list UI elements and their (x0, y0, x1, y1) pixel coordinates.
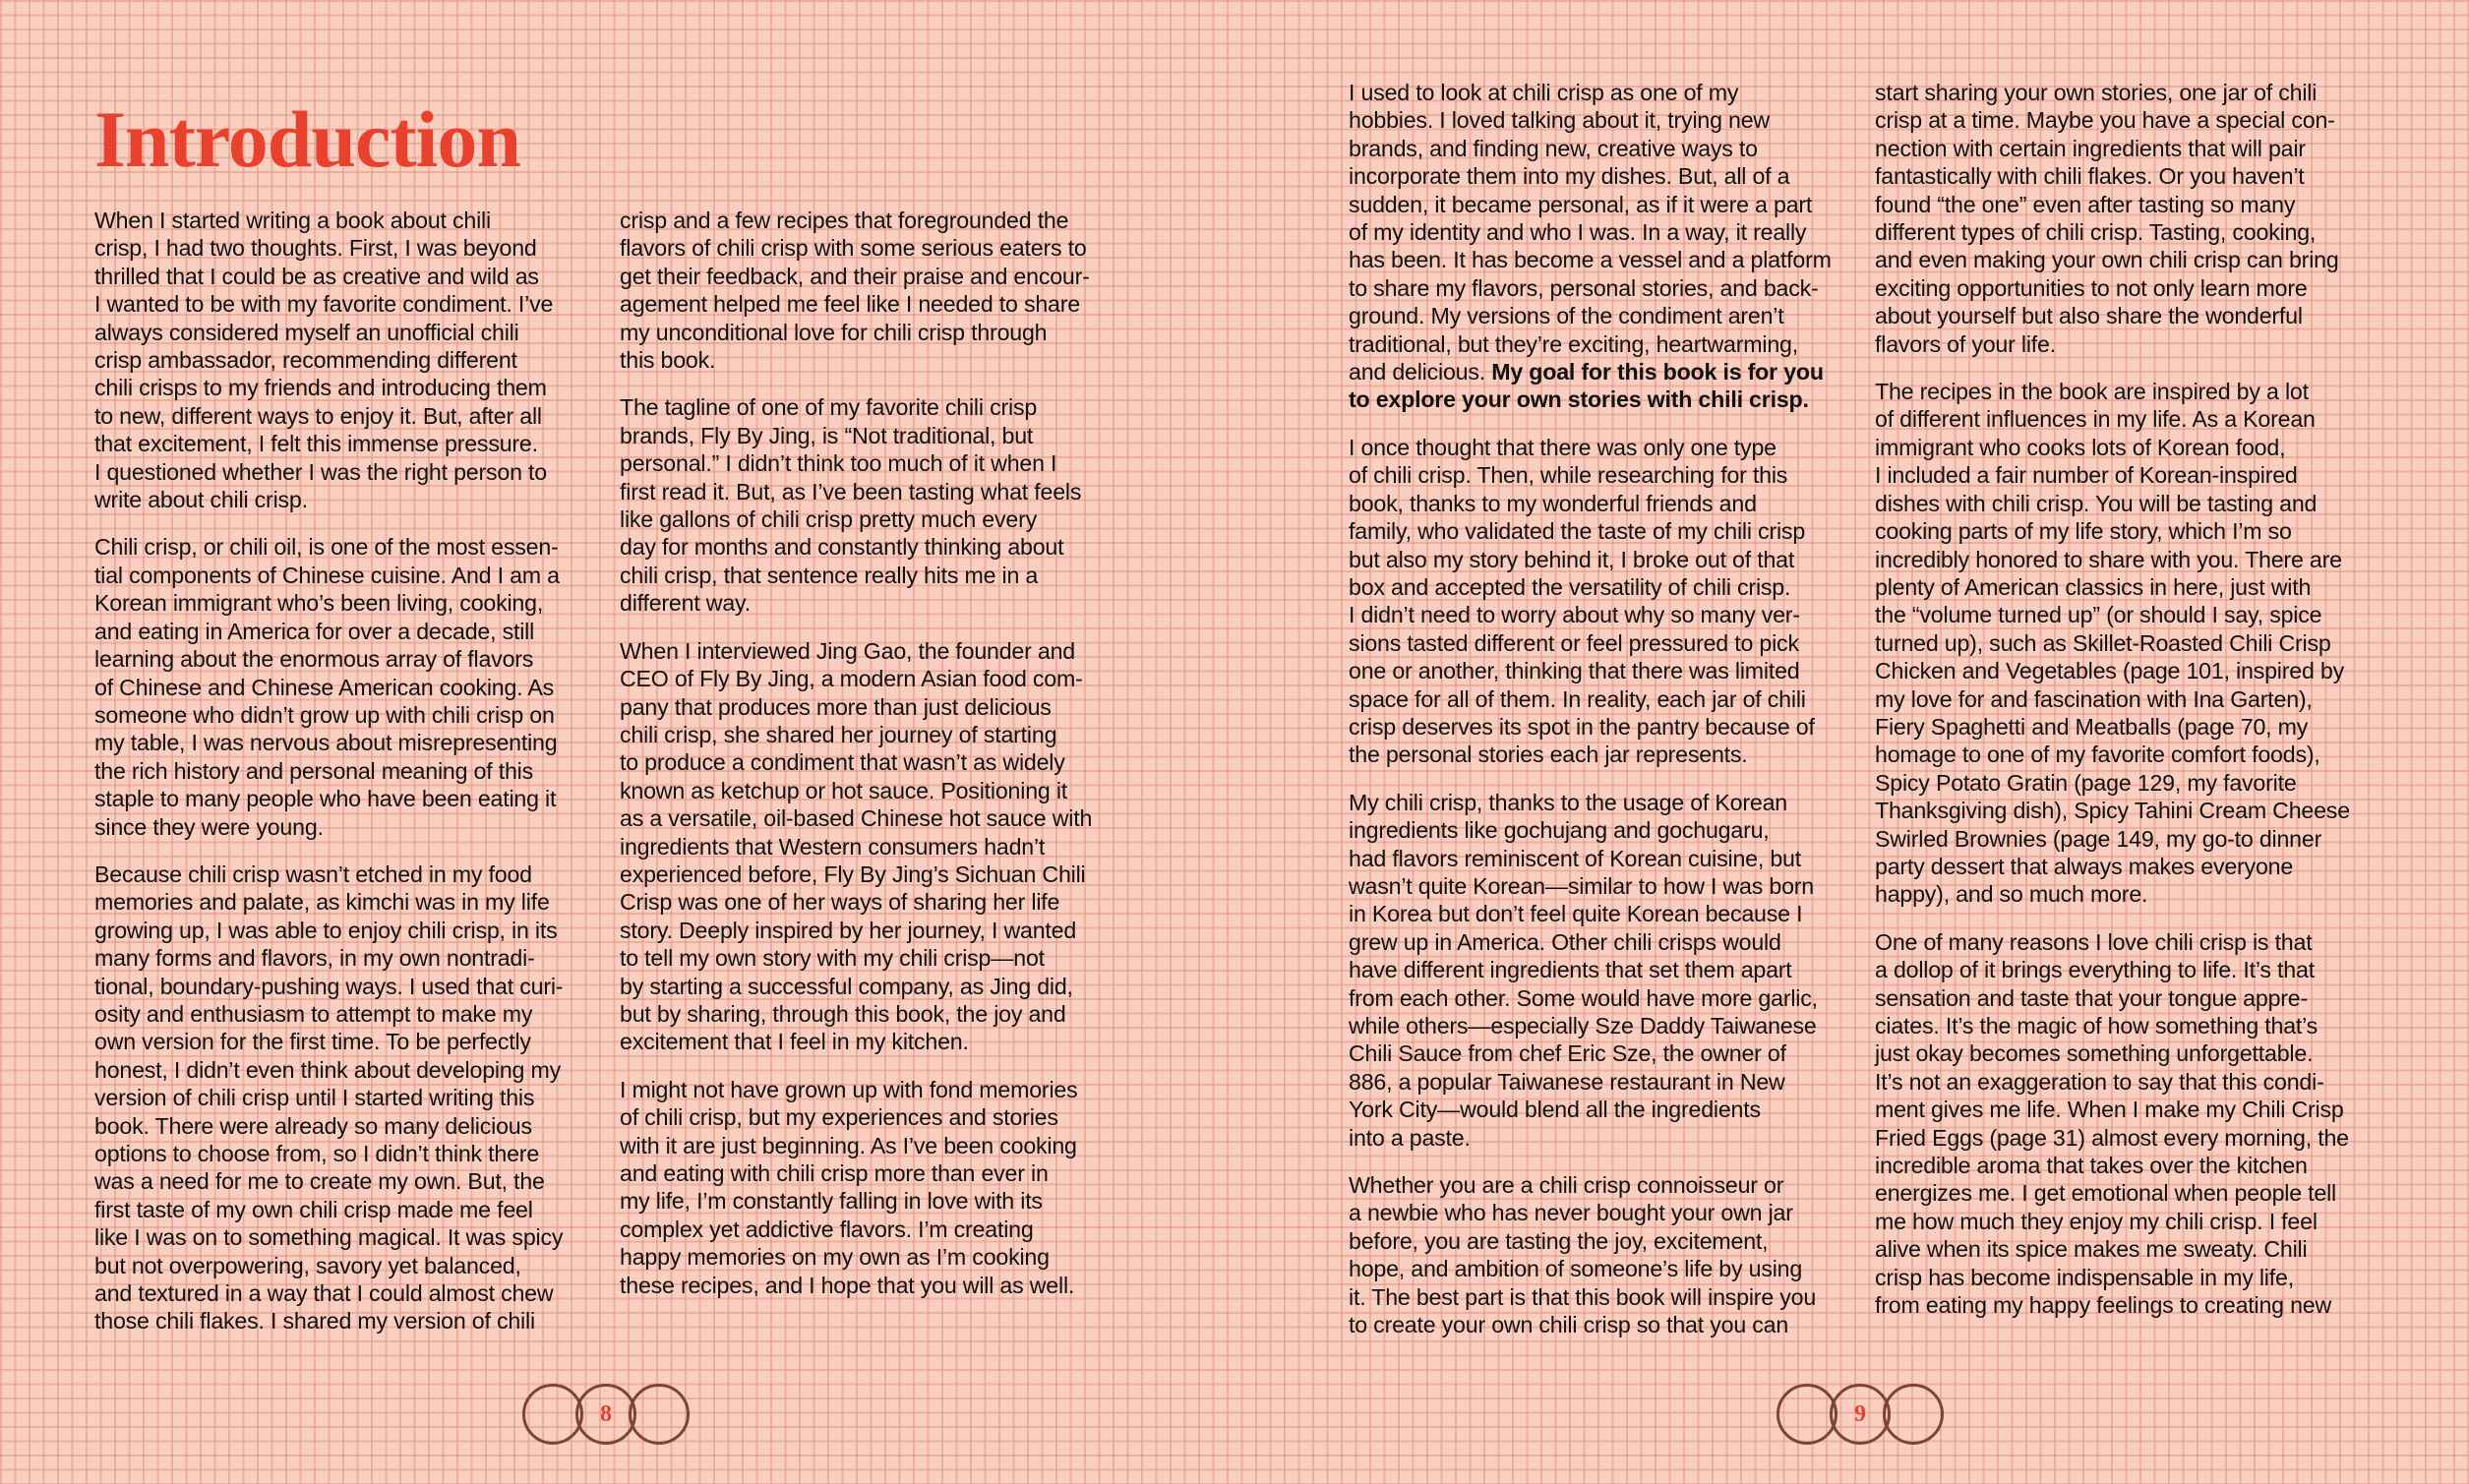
paragraph: My chili crisp, thanks to the usage of Korean ingredients like gochujang and gochugaru, had flavors reminiscent of Korean cuisine, but wasn’t quite Korean—similar to how I was born in Korea but don’t feel quite Korean because I grew up in America. Other chili crisps would have different ingredients that set them apart from each other. Some would have more garlic, while others—especially Sze Daddy Taiwanese Chili Sauce from chef Eric Sze, the owner of 886, a popular Taiwanese restaurant in New York City—would blend all the ingredients into a paste. (1349, 789, 1818, 1151)
paragraph: I might not have grown up with fond memories of chili crisp, but my experiences and stories with it are just beginning. As I’ve been cooking and eating with chili crisp more than ever in my life, I’m constantly falling in love with its complex yet addictive flavors. I’m creating happy memories on my own as I’m cooking these recipes, and I hope that you will as well. (620, 1076, 1078, 1298)
bold-goal-statement: My goal for this book is for you to explore your own stories with chili crisp. (1349, 359, 1824, 413)
left-page-column-1 (94, 207, 606, 1355)
ring-ornament (1776, 1384, 1837, 1445)
ring-ornament (629, 1384, 690, 1445)
left-page-column-2 (620, 207, 1131, 1319)
right-page-column-1 (1349, 79, 1860, 1358)
page-number-ornament (1776, 1384, 1946, 1445)
page-number-ornament (522, 1384, 692, 1445)
ring-ornament (522, 1384, 583, 1445)
right-page-column-2 (1875, 79, 2386, 1338)
paragraph: crisp and a few recipes that foregrounded the flavors of chili crisp with some serious eaters to get their feedback, and their praise and encour- agement helped me feel like I needed to share my unconditional love for chili crisp through this book. (620, 208, 1090, 374)
page-number-ring (1830, 1384, 1891, 1445)
paragraph: One of many reasons I love chili crisp is that a dollop of it brings everything to life. It’s that sensation and taste that your tongue appre- ciates. It’s the magic of how something that’s just okay becomes something unforgettable. It’s not an exaggeration to say that this condi- ment gives me life. When I make my Chili Crisp Fried Eggs (page 31) almost every morning, the incredible aroma that takes over the kitchen energizes me. I get emotional when people tell me how much they enjoy my chili crisp. I feel alive when its spice makes me sweaty. Chili crisp has become indispensable in my life, from eating my happy feelings to creating new (1875, 928, 2349, 1319)
paragraph: Chili crisp, or chili oil, is one of the most essen- tial components of Chinese cuisine. And I am a Korean immigrant who’s been living, cooking, and eating in America for over a decade, still learning about the enormous array of flavors of Chinese and Chinese American cooking. As someone who didn’t grow up with chili crisp on my table, I was nervous about misrepresenting the rich history and personal meaning of this staple to many people who have been eating it since they were young. (94, 534, 560, 840)
paragraph: Because chili crisp wasn’t etched in my food memories and palate, as kimchi was in my life growing up, I was able to enjoy chili crisp, in its many forms and flavors, in my own nontradi- tional, boundary-pushing ways. I used that curi- osity and enthusiasm to attempt to make my own version for the first time. To be perfectly honest, I didn’t even think about developing my version of chili crisp until I started writing this book. There were already so many delicious options to choose from, so I didn’t think there was a need for me to create my own. But, the first taste of my own chili crisp made me feel like I was on to something magical. It was spicy but not overpowering, savory yet balanced, and textured in a way that I could almost chew those chili flakes. I shared my version of chili (94, 861, 564, 1335)
left-page (0, 0, 1234, 1484)
paragraph: The tagline of one of my favorite chili crisp brands, Fly By Jing, is “Not traditional, but personal.” I didn’t think too much of it when I first read it. But, as I’ve been tasting what feels like gallons of chili crisp pretty much every day for months and constantly thinking about chili crisp, that sentence really hits me in a different way. (620, 394, 1082, 617)
page-number: 9 (1854, 1401, 1866, 1427)
right-page (1234, 0, 2469, 1484)
paragraph (1349, 79, 1860, 414)
paragraph: I once thought that there was only one type of chili crisp. Then, while researching for this book, thanks to my wonderful friends and family, who validated the taste of my chili crisp but also my story behind it, I broke out of that box and accepted the versatility of chili crisp. I didn’t need to worry about why so many ver- sions tasted different or feel pressured to pick one or another, thinking that there was limited space for all of them. In reality, each jar of chili crisp deserves its spot in the pantry because of the personal stories each jar represents. (1349, 434, 1815, 768)
page-title: Introduction (94, 94, 521, 184)
paragraph: When I started writing a book about chili crisp, I had two thoughts. First, I was beyond thrilled that I could be as creative and wild as I wanted to be with my favorite condiment. I’ve always considered myself an unofficial chili crisp ambassador, recommending different chili crisps to my friends and introducing them to new, different ways to enjoy it. But, after all that excitement, I felt this immense pressure. I questioned whether I was the right person to write about chili crisp. (94, 208, 554, 513)
paragraph: start sharing your own stories, one jar of chili crisp at a time. Maybe you have a special con- nection with certain ingredients that will pair fantastically with chili flakes. Or you haven’t found “the one” even after tasting so many different types of chili crisp. Tasting, cooking, and even making your own chili crisp can bring exciting opportunities to not only learn more about yourself but also share the wonderful flavors of your life. (1875, 80, 2339, 357)
paragraph: When I interviewed Jing Gao, the founder and CEO of Fly By Jing, a modern Asian food com- pany that produces more than just delicious chili crisp, she shared her journey of starting to produce a condiment that wasn’t as widely known as ketchup or hot sauce. Positioning it as a versatile, oil-based Chinese hot sauce with ingredients that Western consumers hadn’t experienced before, Fly By Jing’s Sichuan Chili Crisp was one of her ways of sharing her life story. Deeply inspired by her journey, I wanted to tell my own story with my chili crisp—not by starting a successful company, as Jing did, but by sharing, through this book, the joy and excitement that I feel in my kitchen. (620, 637, 1093, 1055)
page-number: 8 (600, 1401, 612, 1427)
ring-ornament (1883, 1384, 1944, 1445)
paragraph: The recipes in the book are inspired by a lot of different influences in my life. As a Korean immigrant who cooks lots of Korean food, I included a fair number of Korean-inspired dishes with chili crisp. You will be tasting and cooking parts of my life story, which I’m so incredibly honored to share with you. There are plenty of American classics in here, just with the “volume turned up” (or should I say, spice turned up), such as Skillet-Roasted Chili Crisp Chicken and Vegetables (page 101, inspired by my love for and fascination with Ina Garten), Fiery Spaghetti and Meatballs (page 70, my homage to one of my favorite comfort foods), Spicy Potato Gratin (page 129, my favorite Thanksgiving dish), Spicy Tahini Cream Cheese Swirled Brownies (page 149, my go-to dinner party dessert that always makes everyone happy), and so much more. (1875, 379, 2350, 908)
paragraph: Whether you are a chili crisp connoisseur or a newbie who has never bought your own jar before, you are tasting the joy, excitement, hope, and ambition of someone’s life by using it. The best part is that this book will inspire you to create your own chili crisp so that you can (1349, 1172, 1817, 1338)
page-number-ring (575, 1384, 636, 1445)
paragraph-text: I used to look at chili crisp as one of my hobbies. I loved talking about it, trying new brands, and finding new, creative ways to incorporate them into my dishes. But, all of a sudden, it became personal, as if it were a part of my identity and who I was. In a way, it really has been. It has become a vessel and a platform to share my flavors, personal stories, and back- ground. My versions of the condiment aren’t traditional, but they’re exciting, heartwarming, and delicious. (1349, 80, 1832, 386)
